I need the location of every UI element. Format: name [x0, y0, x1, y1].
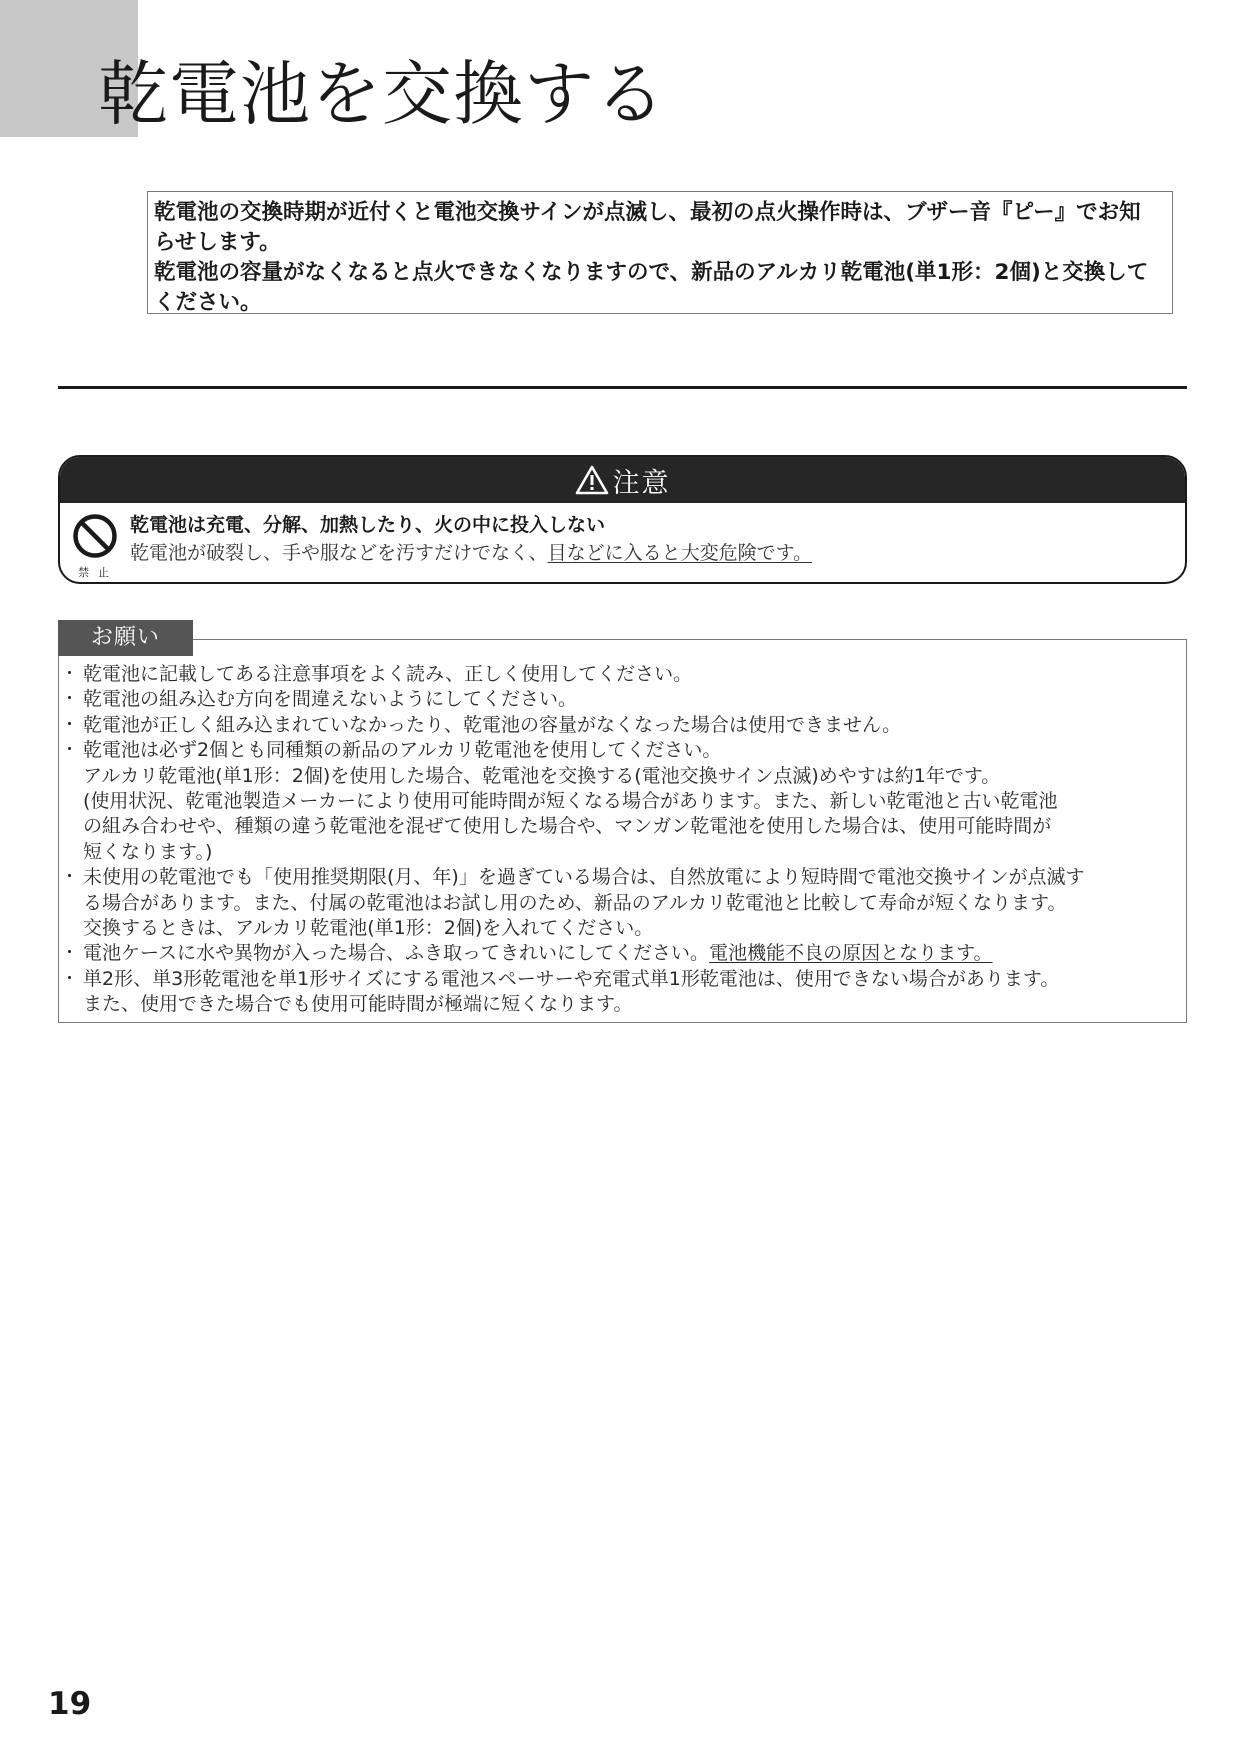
list-item-line: アルカリ乾電池(単1形：2個)を使用した場合、乾電池を交換する(電池交換サイン点滅)めやすは約1年です。	[83, 764, 1001, 787]
caution-body-text: 乾電池が破裂し、手や服などを汚すだけでなく、	[130, 542, 548, 564]
list-item-line: 交換するときは、アルカリ乾電池(単1形：2個)を入れてください。	[83, 917, 654, 940]
request-list	[65, 662, 1172, 1018]
page-title: 乾電池を交換する	[98, 53, 666, 135]
list-item-line: ・ 未使用の乾電池でも「使用推奨期限(月、年)」を過ぎている場合は、自然放電により短時間で電池交換サインが点滅す	[83, 866, 1085, 889]
intro-paragraph-1: 乾電池の交換時期が近付くと電池交換サインが点滅し、最初の点火操作時は、ブザー音『ピー』でお知らせします。	[154, 200, 1141, 255]
request-tab: お願い	[58, 620, 193, 656]
caution-text	[130, 511, 1165, 567]
intro-paragraph-2: 乾電池の容量がなくなると点火できなくなりますので、新品のアルカリ乾電池(単1形：2個)と交換してください。	[154, 260, 1149, 315]
caution-header	[60, 457, 1185, 503]
list-item-line: る場合があります。また、付属の乾電池はお試し用のため、新品のアルカリ乾電池と比較して寿命が短くなります。	[83, 891, 1067, 914]
list-item	[65, 865, 1172, 941]
list-item-line: の組み合わせや、種類の違う乾電池を混ぜて使用した場合や、マンガン乾電池を使用した場合は、使用可能時間が	[83, 815, 1052, 838]
prohibition-mark	[72, 513, 118, 580]
list-item-line: ・ 乾電池の組み込む方向を間違えないようにしてください。	[83, 688, 578, 711]
list-item-line: ・ 乾電池は必ず2個とも同種類の新品のアルカリ乾電池を使用してください。	[83, 739, 722, 762]
caution-body	[130, 539, 1165, 567]
caution-header-label: 注意	[612, 467, 671, 499]
list-item	[65, 687, 1172, 712]
list-item-line: また、使用できた場合でも使用可能時間が極端に短くなります。	[83, 993, 633, 1016]
list-item-line: ・ 乾電池に記載してある注意事項をよく読み、正しく使用してください。	[83, 663, 693, 685]
list-item	[65, 713, 1172, 738]
page-number: 19	[48, 1686, 92, 1722]
section-divider	[58, 386, 1187, 389]
prohibit-label: 禁止	[78, 566, 118, 579]
list-item-line: 短くなります。)	[83, 840, 213, 863]
warning-triangle-icon	[575, 465, 609, 495]
list-item	[65, 738, 1172, 865]
caution-heading: 乾電池は充電、分解、加熱したり、火の中に投入しない	[130, 514, 606, 536]
list-item-line: ・ 乾電池が正しく組み込まれていなかったり、乾電池の容量がなくなった場合は使用できません。	[83, 713, 902, 736]
list-item-line: (使用状況、乾電池製造メーカーにより使用可能時間が短くなる場合があります。また、新しい乾電池と古い乾電池	[83, 790, 1058, 813]
caution-body-underlined: 目などに入ると大変危険です。	[547, 542, 813, 564]
request-box	[58, 639, 1187, 1023]
list-item	[65, 662, 1172, 687]
list-item-line	[83, 941, 1172, 966]
list-item-underlined: 電池機能不良の原因となります。	[709, 942, 993, 965]
prohibition-icon	[72, 513, 118, 559]
list-item-text: 電池ケースに水や異物が入った場合、ふき取ってきれいにしてください。	[83, 942, 710, 965]
list-item-line: ・ 単2形、単3形乾電池を単1形サイズにする電池スペーサーや充電式単1形乾電池は、使用できない場合があります。	[83, 967, 1060, 990]
intro-box	[147, 191, 1173, 314]
caution-box	[58, 455, 1187, 584]
list-item	[65, 941, 1172, 966]
list-item	[65, 967, 1172, 1018]
